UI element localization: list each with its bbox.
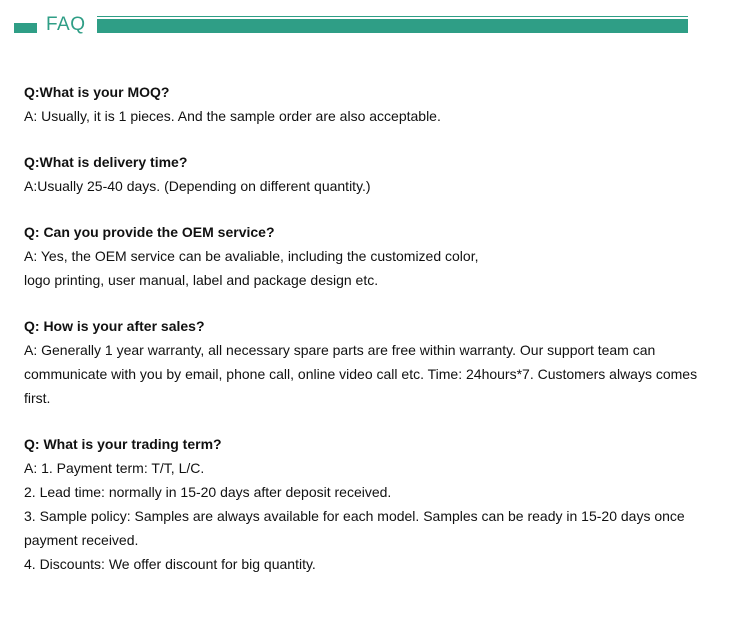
faq-answer: A: Generally 1 year warranty, all necessary spare parts are free within warranty. Our support team can communicate with you by email, phone call, online video call etc. Time: 24hours*7. Customers always comes first.	[24, 342, 698, 406]
header-accent-bar-left	[14, 23, 37, 33]
faq-question: Q:What is your MOQ?	[24, 84, 170, 100]
faq-question: Q:What is delivery time?	[24, 154, 188, 170]
faq-answer-continued: logo printing, user manual, label and package design etc.	[24, 272, 379, 288]
faq-answer: A:Usually 25-40 days. (Depending on different quantity.)	[24, 178, 371, 194]
faq-answer-lead-time: 2. Lead time: normally in 15-20 days after deposit received.	[24, 484, 392, 500]
faq-list	[24, 80, 724, 598]
faq-answer-payment-term: A: 1. Payment term: T/T, L/C.	[24, 460, 205, 476]
faq-question: Q: How is your after sales?	[24, 318, 205, 334]
faq-question: Q: Can you provide the OEM service?	[24, 224, 275, 240]
header-accent-bar-right	[97, 19, 688, 33]
faq-item	[24, 150, 724, 198]
faq-answer-sample-policy: 3. Sample policy: Samples are always available for each model. Samples can be ready in 15-20 days once payment received.	[24, 508, 685, 548]
faq-item	[24, 314, 724, 410]
faq-answer: A: Usually, it is 1 pieces. And the sample order are also acceptable.	[24, 108, 441, 124]
faq-item	[24, 220, 724, 292]
faq-item	[24, 80, 724, 128]
faq-item	[24, 432, 724, 576]
faq-answer: A: Yes, the OEM service can be avaliable, including the customized color,	[24, 248, 479, 264]
header-accent-line	[97, 16, 688, 17]
faq-title: FAQ	[46, 14, 86, 35]
faq-question: Q: What is your trading term?	[24, 436, 222, 452]
faq-answer-discounts: 4. Discounts: We offer discount for big quantity.	[24, 556, 316, 572]
faq-header	[0, 0, 750, 40]
